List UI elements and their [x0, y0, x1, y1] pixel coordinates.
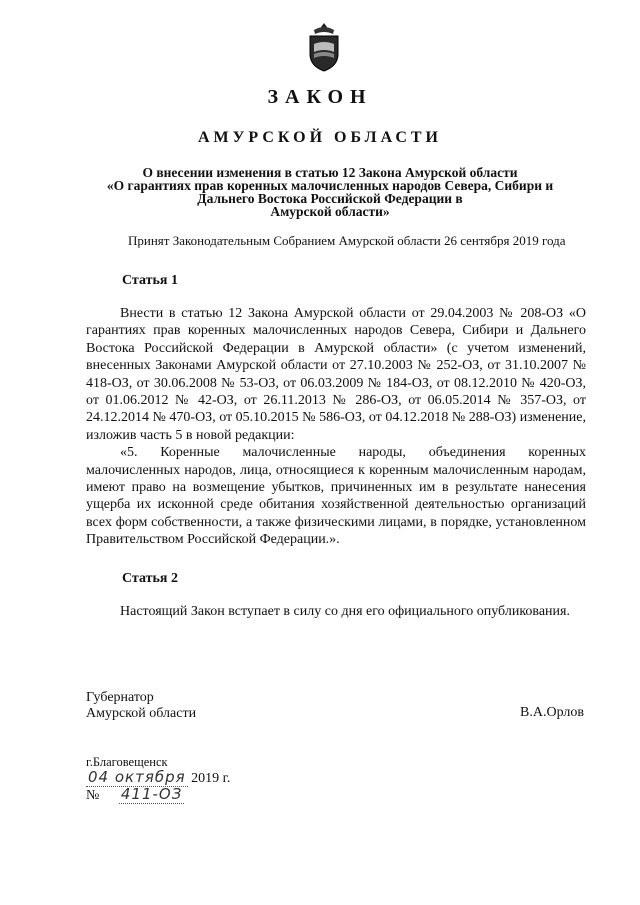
subject-line: Дальнего Востока Российской Федерации в [197, 191, 463, 206]
subject-line: Амурской области» [270, 204, 390, 219]
signatory-name: В.А.Орлов [520, 705, 584, 720]
handwritten-date: 04 октября [88, 768, 186, 786]
article-2-body [86, 603, 586, 620]
signatory-position-line: Амурской области [86, 706, 197, 721]
signatory-position-line: Губернатор [86, 690, 154, 705]
article-1-heading: Статья 1 [122, 273, 178, 288]
article-2-heading: Статья 2 [122, 571, 178, 586]
document-region: АМУРСКОЙ ОБЛАСТИ [198, 129, 442, 146]
law-number [86, 785, 184, 804]
article-1-paragraph: Внести в статью 12 Закона Амурской области от 29.04.2003 № 208-ОЗ «О гарантиях прав коренных малочисленных народов Севера, Сибири и Дальнего Востока Российской Федерации в Амурской области» (с учетом изменений, внесенных Законами Амурской области от 27.10.2003 № 252-ОЗ, от 31.10.2007 № 418-ОЗ, от 30.06.2008 № 53-ОЗ, от 06.03.2009 № 184-ОЗ, от 08.12.2010 № 420-ОЗ, от 01.06.2012 № 42-ОЗ, от 26.11.2013 № 286-ОЗ, от 06.05.2014 № 357-ОЗ, от 24.12.2014 № 470-ОЗ, от 05.10.2015 № 586-ОЗ, от 04.12.2018 № 288-ОЗ) изменение, изложив часть 5 в новой редакции: [86, 306, 586, 443]
handwritten-number: 411-ОЗ [120, 785, 183, 803]
article-1-amendment-text: «5. Коренные малочисленные народы, объединения коренных малочисленных народов, лица, относящиеся к коренным малочисленным народам, имеют право на возмещение убытков, причиненных им в результате нанесения ущерба их исконной среде обитания хозяйственной деятельностью организаций всех форм собственности, а также физическими лицами, в порядке, установленном Правительством Российской Федерации.». [86, 445, 586, 548]
document-title: ЗАКОН [267, 86, 373, 108]
number-prefix: № [86, 788, 100, 803]
signing-city: г.Благовещенск [86, 755, 168, 769]
article-2-paragraph: Настоящий Закон вступает в силу со дня его официального опубликования. [120, 604, 570, 619]
subject-line: «О гарантиях прав коренных малочисленных народов Севера, Сибири и [106, 178, 554, 193]
subject-line: О внесении изменения в статью 12 Закона Амурской области [142, 165, 518, 180]
coat-of-arms-icon [306, 22, 342, 72]
signatory-position [86, 690, 196, 722]
adoption-note: Принят Законодательным Собранием Амурской области 26 сентября 2019 года [128, 233, 566, 248]
article-1-body [86, 305, 586, 549]
signing-year: 2019 г. [191, 771, 231, 786]
law-subject [80, 166, 580, 218]
